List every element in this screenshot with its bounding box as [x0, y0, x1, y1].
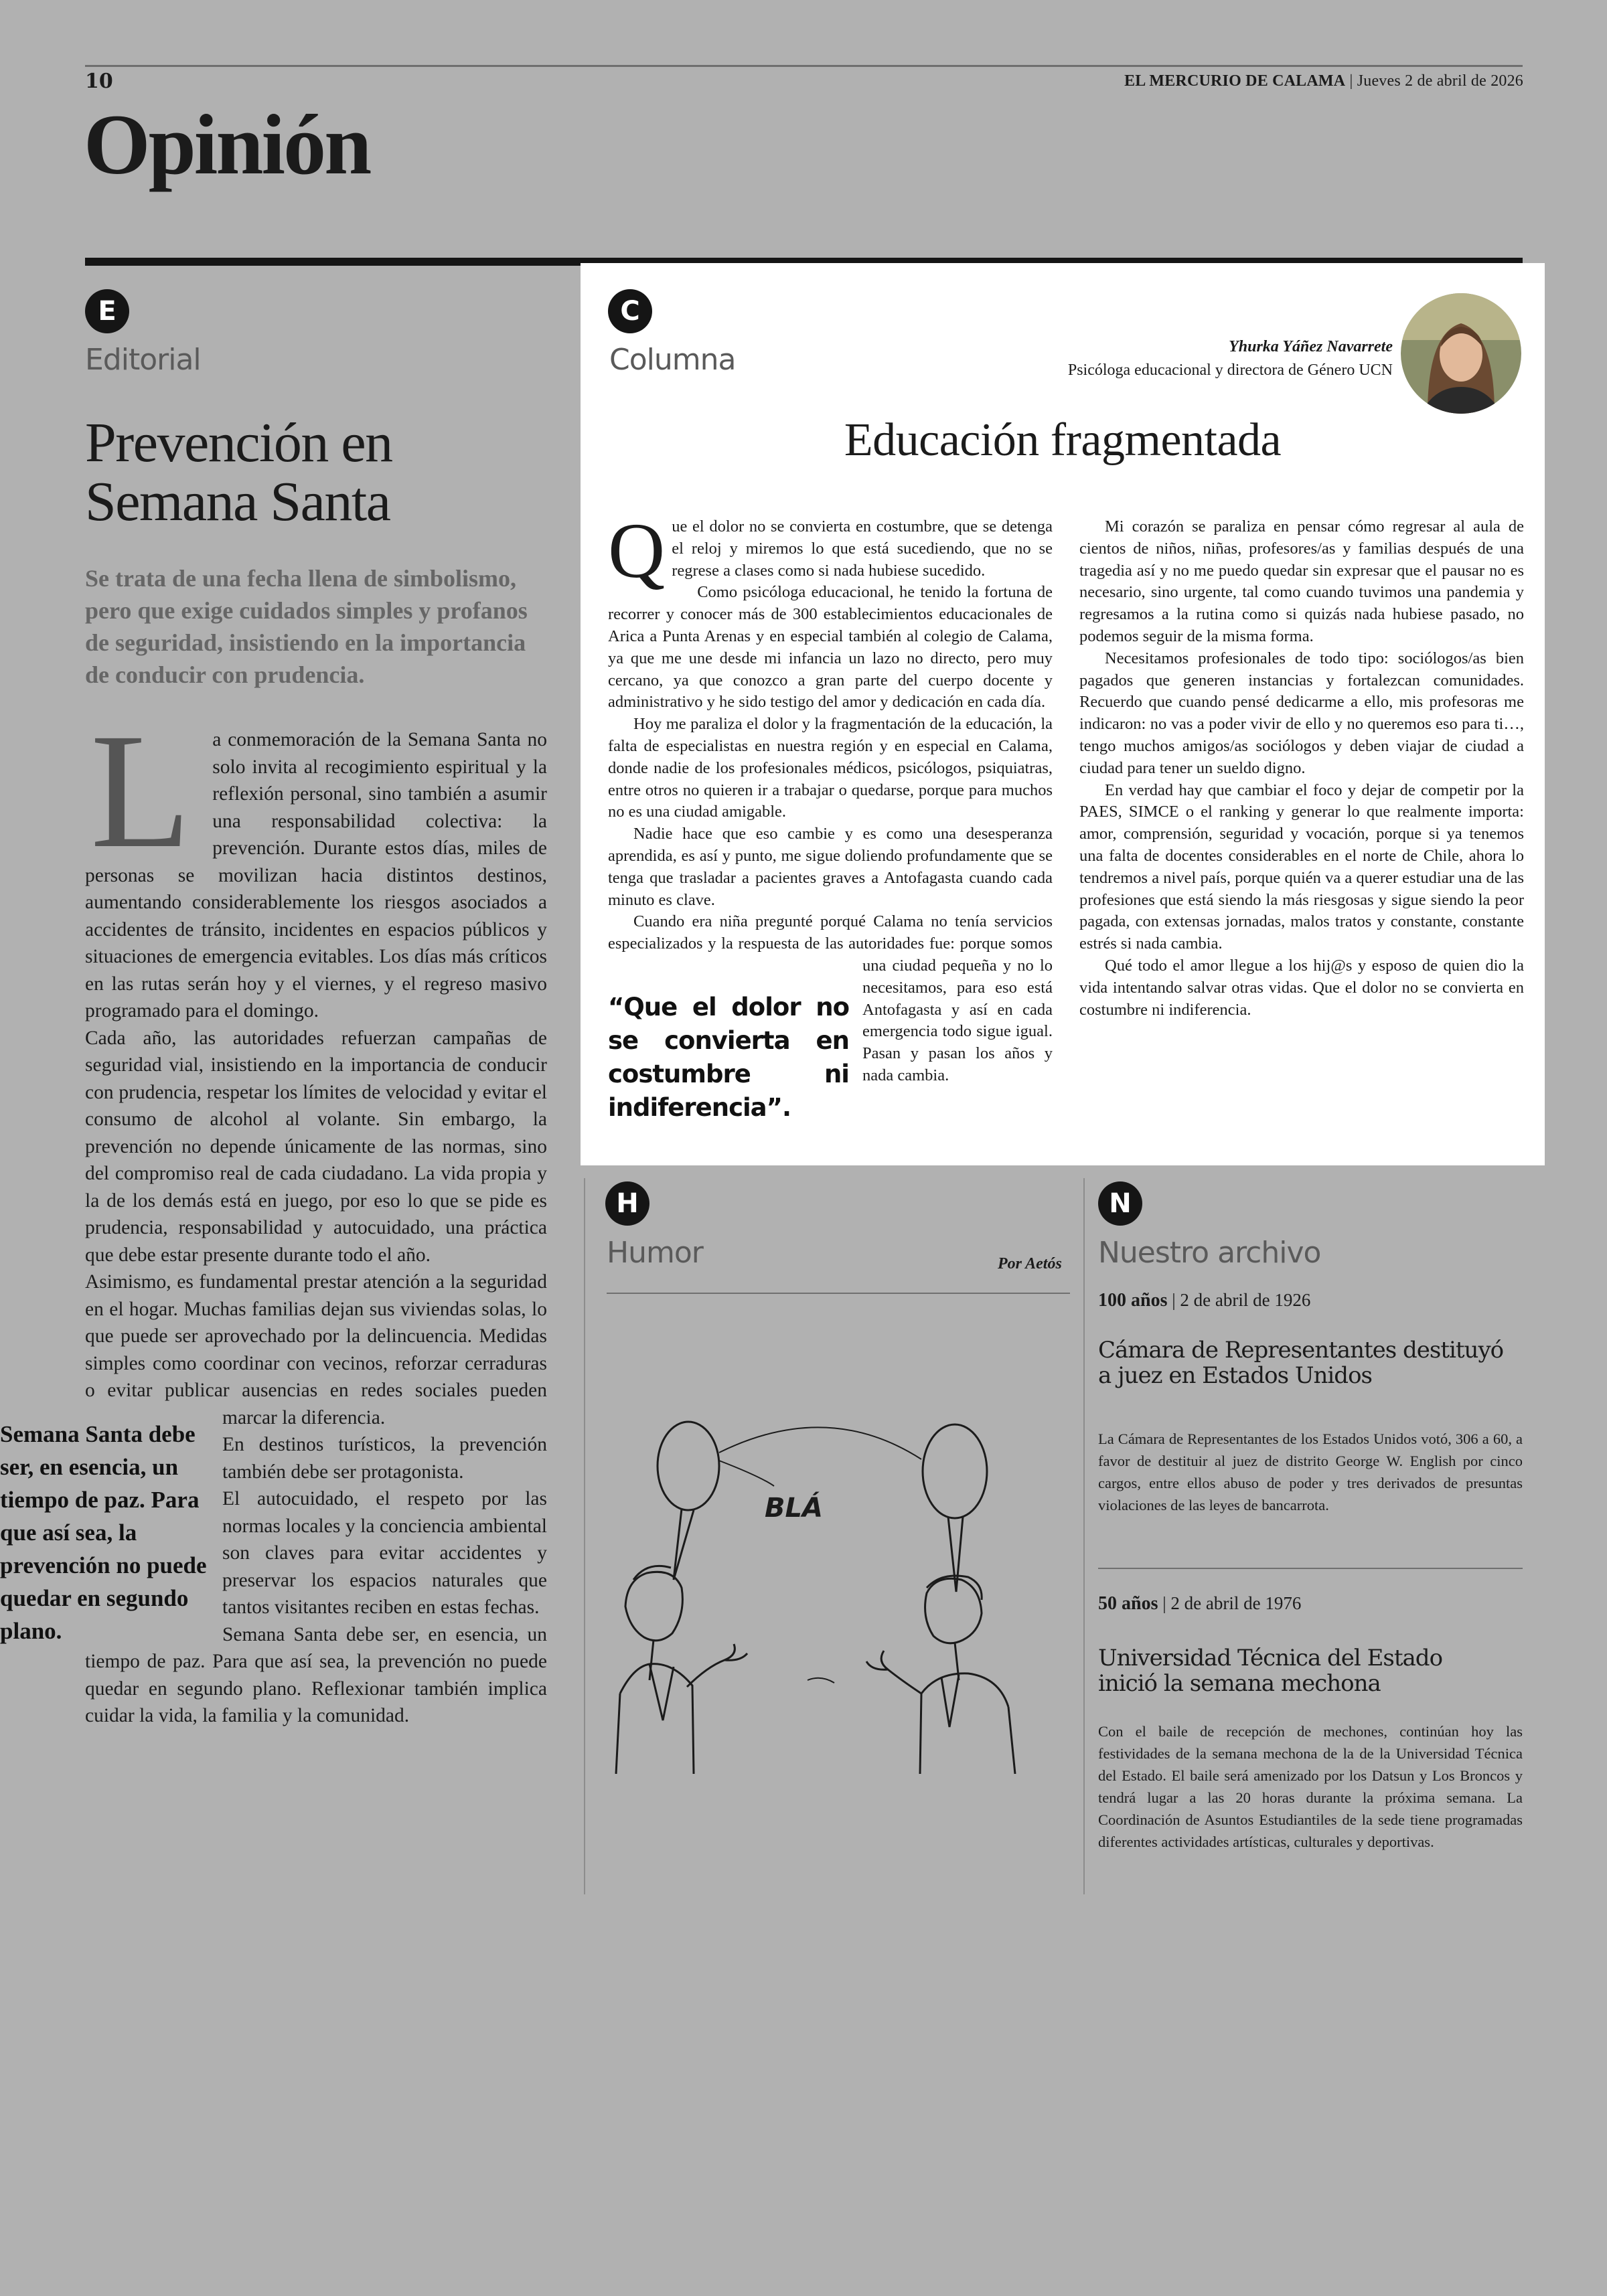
left-arm	[687, 1644, 735, 1687]
publication-name: EL MERCURIO DE CALAMA	[1124, 72, 1346, 90]
word-arc	[719, 1427, 921, 1459]
archive-years: 100 años	[1098, 1290, 1168, 1311]
archive-badge: N	[1098, 1181, 1142, 1226]
archive-years: 50 años	[1098, 1593, 1158, 1614]
right-arm	[881, 1651, 921, 1694]
editorial-deck: Se trata de una fecha llena de simbolismo, pero que exige cuidados simples y profanos de seguridad, insistiendo en la importancia de conducir con prudencia.	[85, 565, 528, 688]
column-paragraph: Necesitamos profesionales de todo tipo: sociólogos/as bien pagados que generen instancias y fortalezcan comunidades. Recuerdo que cuando pensé dedicarme a ello, mis profesoras me indicaron: no vas a poder vivir de ello y no queremos eso para ti…, tengo muchos amigos/as sociólogos y deben viajar de ciudad a ciudad para tener un sueldo digno.	[1079, 649, 1524, 777]
column-paragraph: ue el dolor no se convierta en costumbre, que se detenga el reloj y miremos lo que está sucediendo, que no se regrese a clases como si nada hubiese sucedido.	[672, 517, 1053, 580]
page-number: 10	[85, 70, 113, 93]
left-torso	[620, 1664, 694, 1774]
editorial-headline: Prevención en Semana Santa	[85, 412, 392, 533]
column-paragraph: Nadie hace que eso cambie y es como una desesperanza aprendida, es así y punto, me sigue doliendo profundamente que se tenga que trasladar a pacientes graves a Antofagasta cuando cada minuto es clave.	[608, 825, 1053, 909]
editorial-paragraph: Asimismo, es fundamental prestar atención a la seguridad en el hogar. Muchas familias dejan sus viviendas solas, lo que puede ser aprovechado por la delincuencia. Medidas simples como coordinar con vecinos, reforzar cerraduras o evitar publicar ausencias en redes sociales pueden marcar la diferencia.	[85, 1271, 547, 1428]
humor-badge: H	[605, 1181, 649, 1226]
archive-headline: Universidad Técnica del Estado inició la semana mechona	[1098, 1645, 1443, 1697]
archive-divider	[1098, 1568, 1523, 1569]
archive-date: 2 de abril de 1926	[1180, 1290, 1311, 1310]
column-paragraph: Cuando era niña pregunté porqué Calama no tenía servicios especializados y la respuesta de las autoridades fue: porque somos una ciudad pequeña y no lo necesitamos, para eso está Antofagasta y así en cada emergencia todo sigue igual. Pasan y pasan los años y nada cambia.	[608, 912, 1053, 1084]
column-text-left	[608, 507, 1053, 1131]
editorial-body	[0, 700, 547, 1730]
column-paragraph: Hoy me paraliza el dolor y la fragmentación de la educación, la falta de especialistas en nuestra región y en especial en Calama, donde nadie de los profesionales médicos, psicólogos, psiquiatras, entre otros no quieren ir a trabajar o quedarse, porque para muchos no es una ciudad amigable.	[608, 715, 1053, 821]
column-headline: Educación fragmentada	[844, 414, 1282, 466]
column-paragraph: En verdad hay que cambiar el foco y dejar de competir por la PAES, SIMCE o el ranking y generar lo que realmente importa: amor, comprensión, seguridad y vocación, porque si ya tenemos una falta de docentes considerables en el norte de Chile, ahora lo tendremos a nivel país, porque quién va a querer estudiar una de las profesiones que está siendo la más riesgosas y sigue siendo la peor pagada, con extensas jornadas, malos tratos y constante, constante estrés si nada cambia.	[1079, 781, 1524, 953]
column-kicker: Columna	[609, 343, 736, 377]
column-drop-cap: Q	[608, 507, 666, 594]
left-head	[625, 1572, 682, 1640]
cartoon-word: BLÁ	[765, 1493, 823, 1524]
editorial-paragraph: Semana Santa debe ser, en esencia, un tiempo de paz. Para que así sea, la prevención no puede quedar en segundo plano. Reflexionar también implica cuidar la vida, la familia y la comunidad.	[85, 1623, 547, 1726]
top-rule	[85, 65, 1523, 67]
column-pull-quote: “Que el dolor no se convierta en costumbre ni indiferencia”.	[608, 993, 849, 1123]
column-paragraph: Como psicóloga educacional, he tenido la fortuna de recorrer y conocer más de 300 establecimientos educacionales de Arica a Punta Arenas y en especial también al colegio de Calama, ya que me une desde mi infancia un lazo no directo, pero muy cercano, ya que conozco a gran parte del cuerpo docente y administrativo y he sido testigo del amor y dedicación en cada día.	[608, 583, 1053, 712]
speech-balloon-left	[658, 1422, 719, 1510]
archive-headline: Cámara de Representantes destituyó a juez en Estados Unidos	[1098, 1337, 1504, 1389]
balloon-tail-left	[674, 1509, 694, 1580]
humor-byline: Por Aetós	[998, 1255, 1062, 1273]
column-text-right	[1079, 516, 1524, 1021]
editorial-kicker: Editorial	[85, 343, 201, 377]
editorial-badge: E	[85, 289, 129, 333]
right-torso	[920, 1673, 1008, 1774]
archive-date: 2 de abril de 1976	[1170, 1593, 1302, 1613]
right-head	[925, 1578, 982, 1643]
masthead	[1124, 72, 1523, 90]
editorial-paragraph: El autocuidado, el respeto por las normas locales y la conciencia ambiental son claves para evitar accidentes y preservar los espacios naturales que tantos visitantes reciben en estas fechas.	[222, 1488, 547, 1618]
author-role: Psicóloga educacional y directora de Género UCN	[1067, 361, 1393, 379]
archive-kicker: Nuestro archivo	[1098, 1236, 1321, 1270]
humor-rule	[607, 1293, 1070, 1294]
archive-body: Con el baile de recepción de mechones, continúan hoy las festividades de la semana mechona de la de la Universidad Técnica del Estado. El baile será amenizado por los Datsun y Los Broncos y tendrá lugar a las 20 horas durante la próxima semana. La Coordinación de Asuntos Estudiantiles de la sede tiene programadas diferentes actividades artísticas, culturales y deportivas.	[1098, 1723, 1523, 1850]
column-divider	[584, 1178, 585, 1894]
editorial-paragraph: Cada año, las autoridades refuerzan campañas de seguridad vial, insistiendo en la importancia de conducir con prudencia, respetar los límites de velocidad y evitar el consumo de alcohol al volante. Sin embargo, la prevención no depende únicamente de las normas, sino del compromiso real de cada ciudadano. La vida propia y la de los demás está en juego, por eso lo que se pide es prudencia, responsabilidad y autocuidado, una práctica que debe estar presente durante todo el año.	[85, 1027, 547, 1266]
column-paragraph: Qué todo el amor llegue a los hij@s y esposo de quien dio la vida intentando salvar otras vidas. Que el dolor no se convierta en costumbre ni indiferencia.	[1079, 956, 1524, 1019]
editorial-pull-quote: Semana Santa debe ser, en esencia, un tiempo de paz. Para que así sea, la prevención no puede quedar en segundo plano.	[0, 1420, 207, 1644]
archive-item-date: 100 años | 2 de abril de 1926	[1098, 1290, 1311, 1311]
author-avatar	[1401, 293, 1521, 414]
column-paragraph: Mi corazón se paraliza en pensar cómo regresar al aula de cientos de niños, niñas, profesores/as y familias después de una tragedia así y no me puedo quedar sin expresar que el pausar no es necesario, sino urgente, tal como cuando tuvimos una pandemia y regresamos a la rutina como si quizás nada hubiese pasado, no podemos seguir de la misma forma.	[1079, 517, 1524, 645]
cartoon	[607, 1412, 1070, 1774]
archive-body: La Cámara de Representantes de los Estados Unidos votó, 306 a 60, a favor de destituir al juez de distrito George W. English por cinco cargos, entre ellos abuso de poder y tres derivados de presuntas violaciones de las leyes de bancarrota.	[1098, 1430, 1523, 1513]
editorial-paragraph: En destinos turísticos, la prevención también debe ser protagonista.	[222, 1434, 547, 1483]
speech-balloon-right	[923, 1424, 987, 1518]
author-name: Yhurka Yáñez Navarrete	[1229, 338, 1393, 355]
column-divider	[1083, 1178, 1085, 1894]
issue-date: Jueves 2 de abril de 2026	[1357, 72, 1523, 90]
section-title: Opinión	[84, 97, 370, 192]
editorial-paragraph: a conmemoración de la Semana Santa no solo invita al recogimiento espiritual y la reflexión personal, sino también a asumir una responsabilidad colectiva: la prevención. Durante estos días, miles de personas se movilizan hacia distintos destinos, aumentando considerablemente los riesgos asociados a accidentes de tránsito, incidentes en espacios públicos y situaciones de emergencia evitables. Los días más críticos en las rutas serán hoy y el viernes, y el regreso masivo programado para el domingo.	[85, 729, 547, 1021]
editorial-drop-cap: L	[90, 700, 192, 882]
archive-item-date: 50 años | 2 de abril de 1976	[1098, 1593, 1302, 1614]
column-badge: C	[608, 289, 652, 333]
humor-kicker: Humor	[607, 1236, 703, 1270]
masthead-separator: |	[1349, 72, 1353, 90]
